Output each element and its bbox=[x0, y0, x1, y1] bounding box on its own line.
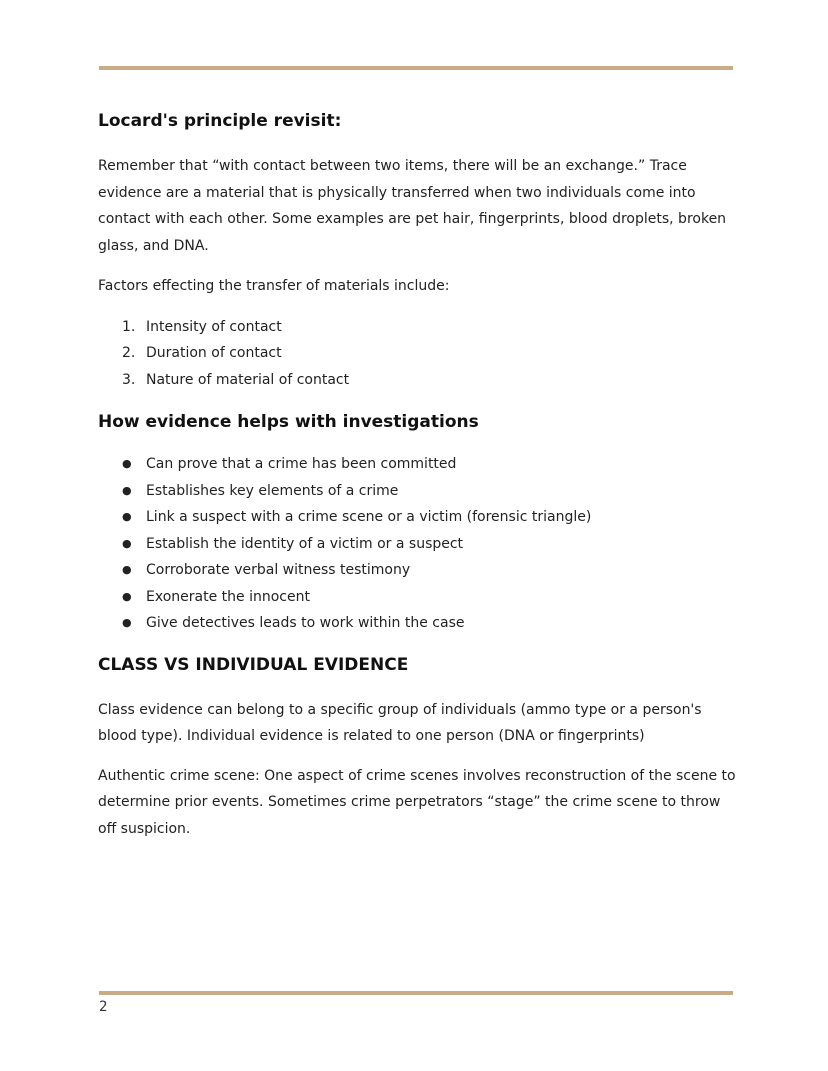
locard-paragraph: Remember that “with contact between two items, there will be an exchange.” Trace evidence are a material that is physically transferred when two individuals come into contact with each other. Some examples are pet hair, fingerprints, blood droplets, broken glass, and DNA. bbox=[98, 158, 727, 254]
list-item bbox=[98, 451, 738, 478]
list-item bbox=[98, 314, 738, 341]
list-number: 1. bbox=[122, 318, 136, 335]
investigations-heading: How evidence helps with investigations bbox=[98, 412, 479, 432]
list-item bbox=[98, 610, 738, 637]
list-number: 3. bbox=[122, 371, 136, 388]
list-item-text: Establishes key elements of a crime bbox=[146, 482, 399, 499]
bullet-icon: ● bbox=[122, 563, 132, 576]
bullet-icon: ● bbox=[122, 536, 132, 550]
bullet-icon: ● bbox=[122, 616, 132, 629]
list-item bbox=[98, 340, 738, 367]
factors-list bbox=[98, 314, 738, 394]
list-item bbox=[98, 478, 738, 505]
list-item-text: Give detectives leads to work within the case bbox=[146, 615, 465, 631]
list-item-text: Exonerate the innocent bbox=[146, 588, 310, 605]
bullet-icon: ● bbox=[122, 483, 132, 497]
list-item bbox=[98, 367, 738, 394]
class-evidence-paragraph: Class evidence can belong to a specific group of individuals (ammo type or a person's blood type). Individual evidence is related to one person (DNA or fingerprints) bbox=[98, 701, 702, 744]
factors-intro: Factors effecting the transfer of materials include: bbox=[98, 278, 450, 294]
class-vs-individual-heading: CLASS VS INDIVIDUAL EVIDENCE bbox=[98, 654, 409, 675]
footer-rule bbox=[99, 991, 733, 995]
header-rule bbox=[99, 66, 733, 70]
list-item-text: Intensity of contact bbox=[146, 318, 282, 335]
bullet-icon: ● bbox=[122, 510, 132, 523]
list-item-text: Link a suspect with a crime scene or a victim (forensic triangle) bbox=[146, 509, 592, 525]
list-item bbox=[98, 557, 738, 584]
list-number: 2. bbox=[122, 345, 136, 361]
list-item-text: Nature of material of contact bbox=[146, 371, 350, 388]
list-item-text: Corroborate verbal witness testimony bbox=[146, 562, 411, 578]
bullet-icon: ● bbox=[122, 457, 132, 470]
list-item bbox=[98, 504, 738, 531]
list-item bbox=[98, 531, 738, 558]
list-item-text: Duration of contact bbox=[146, 345, 282, 361]
investigations-list bbox=[98, 451, 738, 637]
crime-scene-paragraph: Authentic crime scene: One aspect of crime scenes involves reconstruction of the scene to determine prior events. Sometimes crime perpetrators “stage” the crime scene to throw off suspicion. bbox=[98, 767, 736, 837]
list-item-text: Can prove that a crime has been committed bbox=[146, 456, 457, 472]
list-item-text: Establish the identity of a victim or a suspect bbox=[146, 535, 464, 552]
document-body bbox=[98, 108, 738, 842]
list-item bbox=[98, 584, 738, 611]
locard-heading: Locard's principle revisit: bbox=[98, 111, 342, 131]
bullet-icon: ● bbox=[122, 589, 132, 603]
page-number: 2 bbox=[99, 999, 108, 1015]
